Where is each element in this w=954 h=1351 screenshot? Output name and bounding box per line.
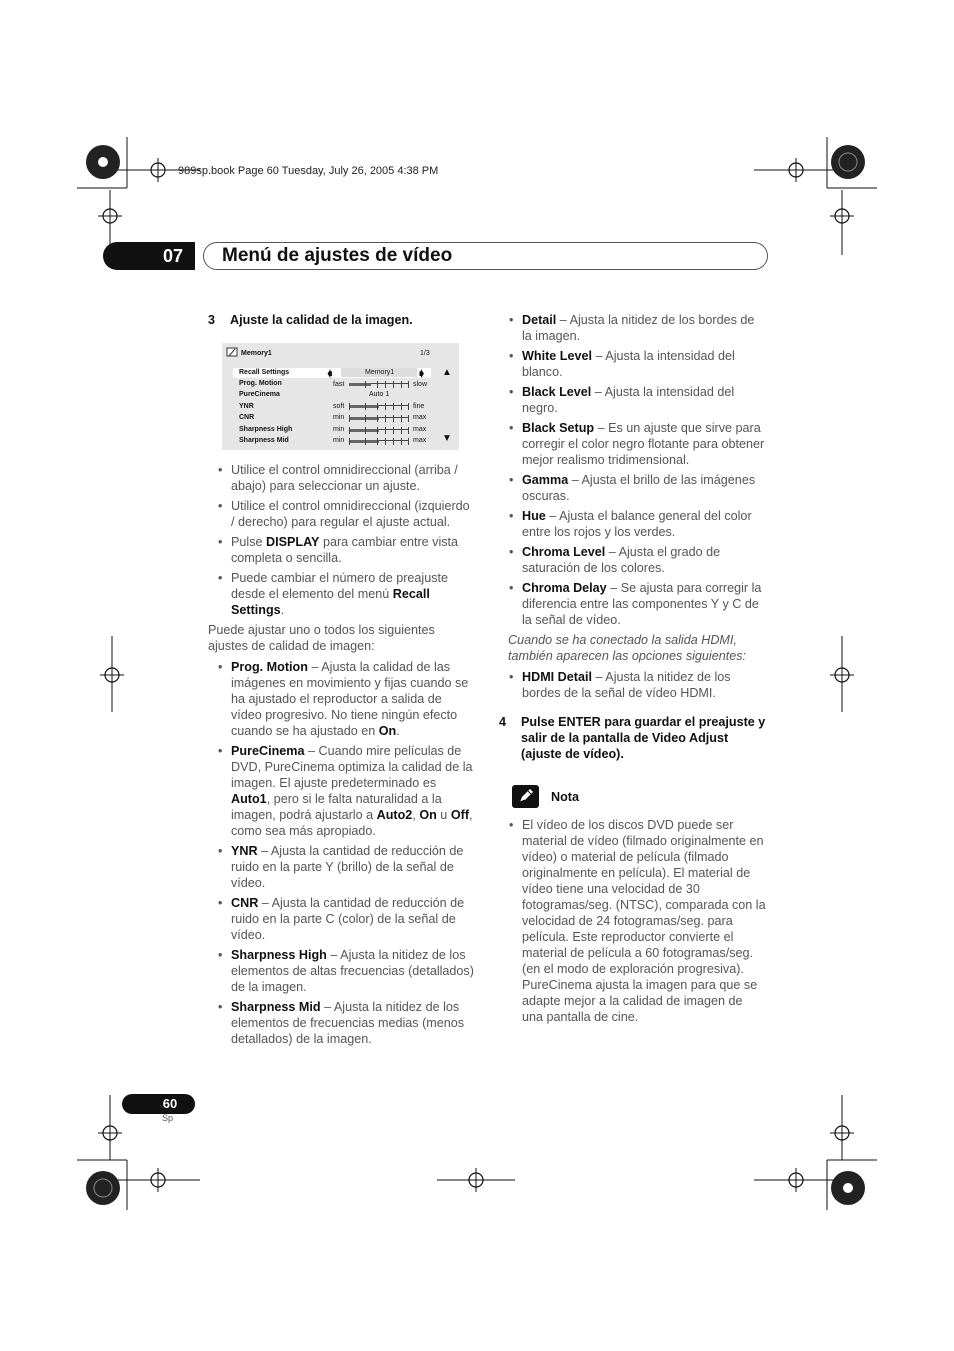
arrow-left-icon: 🡀 (327, 369, 333, 380)
list-item: • El vídeo de los discos DVD puede ser material de vídeo (filmado originalmente en vídeo) o material de película (filmado originalmente en película). El material de vídeo tiene una velocidad de 30 fotogramas/seg. (NTSC), comparada con la velocidad de 24 fotogramas/seg. para película. Este reproductor convierte el material de película a 60 fotogramas/seg. (en el modo de exploración progresiva). PureCinema ajusta la imagen para que se adapte mejor a la calidad de imagen de una pantalla de cine. (499, 817, 767, 1025)
osd-slider-max: max (413, 414, 427, 421)
osd-row-label: YNR (239, 403, 254, 410)
osd-row-label: Sharpness High (239, 426, 293, 433)
left-column (208, 462, 476, 1051)
osd-row-cnr[interactable] (233, 414, 431, 424)
osd-row-prog-motion[interactable] (233, 380, 431, 390)
scroll-up-icon[interactable]: ▲ (442, 367, 452, 378)
list-item: • Prog. Motion – Ajusta la calidad de las imágenes en movimiento y fijas cuando se ha ajustado el reproductor a salida de vídeo progresivo. No tiene ningún efecto cuando se ha ajustado en On. (208, 659, 476, 739)
scroll-down-icon[interactable]: ▼ (442, 433, 452, 444)
step-3 (208, 312, 478, 328)
hdmi-list (499, 669, 767, 701)
osd-slider (349, 429, 409, 434)
osd-page: 1/3 (420, 350, 430, 357)
page-number: 60 (162, 1096, 178, 1111)
osd-row-label: Prog. Motion (239, 380, 282, 387)
list-item: • PureCinema – Cuando mire películas de DVD, PureCinema optimiza la calidad de la imagen. El ajuste predeterminado es Auto1, pero si le falta naturalidad a la imagen, podrá ajustarlo a Auto2, On u Off, como sea más apropiado. (208, 743, 476, 839)
list-item: • Utilice el control omnidireccional (izquierdo / derecho) para regular el ajuste actual. (208, 498, 476, 530)
osd-row-ynr[interactable] (233, 402, 431, 412)
list-item: • Sharpness Mid – Ajusta la nitidez de los elementos de frecuencias medias (menos detallados) de la imagen. (208, 999, 476, 1047)
osd-row-label: Sharpness Mid (239, 437, 289, 444)
osd-row-value: Memory1 (365, 369, 395, 376)
list-item: • Black Level – Ajusta la intensidad del negro. (499, 384, 767, 416)
osd-row-recall[interactable] (233, 368, 431, 378)
osd-slider (349, 405, 409, 410)
osd-row-purecinema[interactable] (233, 391, 431, 401)
hdmi-note: Cuando se ha conectado la salida HDMI, también aparecen las opciones siguientes: (508, 633, 747, 663)
arrow-right-icon: 🡂 (419, 369, 425, 380)
osd-slider (349, 383, 409, 388)
settings-list-right (499, 312, 767, 628)
list-item: • CNR – Ajusta la cantidad de reducción de ruido en la parte C (color) de la señal de vídeo. (208, 895, 476, 943)
osd-screen (222, 343, 459, 450)
settings-list-left (208, 659, 476, 1047)
osd-slider-min: min (333, 414, 345, 421)
osd-row-sharpness-mid[interactable] (233, 437, 431, 447)
chapter-title: Menú de ajustes de vídeo (222, 245, 453, 266)
note-label: Nota (551, 790, 579, 804)
list-item: • Utilice el control omnidireccional (arriba / abajo) para seleccionar un ajuste. (208, 462, 476, 494)
osd-slider (349, 417, 409, 422)
osd-row-sharpness-high[interactable] (233, 426, 431, 436)
step-3-number: 3 (208, 313, 216, 327)
osd-slider-max: slow (413, 381, 428, 388)
list-item: • Detail – Ajusta la nitidez de los bordes de la imagen. (499, 312, 767, 344)
page-language: Sp (162, 1113, 174, 1123)
osd-slider-min: min (333, 426, 345, 433)
osd-slider-min: soft (333, 403, 345, 410)
note-pencil-icon (512, 785, 539, 808)
list-item: • Sharpness High – Ajusta la nitidez de los elementos de altas frecuencias (detallados) de la imagen. (208, 947, 476, 995)
video-adjust-icon (226, 347, 239, 358)
osd-slider-min: fast (333, 381, 345, 388)
osd-slider-min: min (333, 437, 345, 444)
osd-title: Memory1 (241, 350, 272, 357)
osd-instructions-list (208, 462, 476, 618)
osd-row-label: PureCinema (239, 391, 280, 398)
list-item: • Puede cambiar el número de preajuste desde el elemento del menú Recall Settings. (208, 570, 476, 618)
list-item: • YNR – Ajusta la cantidad de reducción de ruido en la parte Y (brillo) de la señal de vídeo. (208, 843, 476, 891)
osd-slider-max: fine (413, 403, 425, 410)
list-item: • Chroma Delay – Se ajusta para corregir la diferencia entre las componentes Y y C de la señal de vídeo. (499, 580, 767, 628)
right-column (499, 312, 767, 762)
list-item: • Gamma – Ajusta el brillo de las imágenes oscuras. (499, 472, 767, 504)
list-item: • White Level – Ajusta la intensidad del blanco. (499, 348, 767, 380)
osd-row-value: Auto 1 (369, 391, 390, 398)
header-file-info: 989sp.book Page 60 Tuesday, July 26, 2005 4:38 PM (178, 165, 439, 177)
note-body (499, 817, 767, 1029)
osd-slider (349, 440, 409, 445)
chapter-number: 07 (162, 246, 184, 266)
list-item: • Chroma Level – Ajusta el grado de saturación de los colores. (499, 544, 767, 576)
osd-slider-max: max (413, 437, 427, 444)
list-item: • Pulse DISPLAY para cambiar entre vista completa o sencilla. (208, 534, 476, 566)
list-item: • HDMI Detail – Ajusta la nitidez de los bordes de la señal de vídeo HDMI. (499, 669, 767, 701)
step-3-text: Ajuste la calidad de la imagen. (230, 313, 413, 327)
intro-paragraph: Puede ajustar uno o todos los siguientes ajustes de calidad de imagen: (208, 623, 435, 653)
list-item: • Hue – Ajusta el balance general del color entre los rojos y los verdes. (499, 508, 767, 540)
step-4: 4 Pulse ENTER para guardar el preajuste y salir de la pantalla de Video Adjust (ajuste de vídeo). (499, 715, 766, 761)
list-item: • Black Setup – Es un ajuste que sirve para corregir el color negro flotante para obtener mejor realismo tridimensional. (499, 420, 767, 468)
osd-row-label: Recall Settings (239, 369, 290, 376)
osd-row-label: CNR (239, 414, 255, 421)
osd-slider-max: max (413, 426, 427, 433)
